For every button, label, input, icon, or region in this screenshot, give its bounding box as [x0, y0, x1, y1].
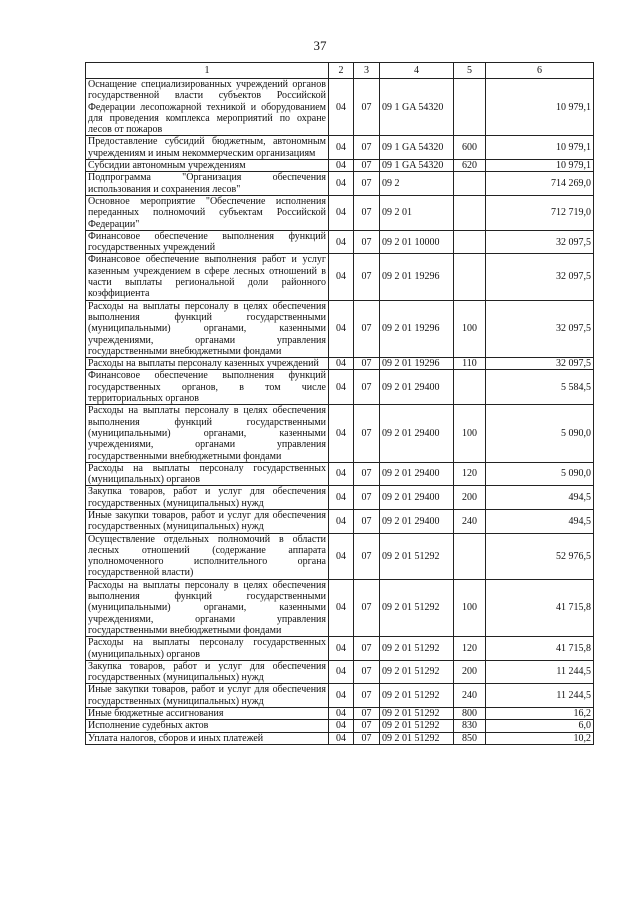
table-row — [86, 172, 594, 196]
column-header: 2 — [329, 63, 354, 79]
table-row — [86, 230, 594, 254]
section-cell: 04 — [329, 462, 354, 486]
target-code-cell: 09 2 01 10000 — [380, 230, 454, 254]
amount-cell: 32 097,5 — [486, 230, 594, 254]
expense-type-cell: 100 — [454, 579, 486, 636]
table-row — [86, 579, 594, 636]
target-code-cell: 09 2 01 51292 — [380, 660, 454, 684]
amount-cell: 10,2 — [486, 732, 594, 744]
table-row — [86, 160, 594, 172]
table-row — [86, 684, 594, 708]
target-code-cell: 09 2 01 51292 — [380, 684, 454, 708]
column-header: 6 — [486, 63, 594, 79]
amount-cell: 11 244,5 — [486, 660, 594, 684]
subsection-cell: 07 — [354, 509, 380, 533]
table-row — [86, 79, 594, 136]
expense-type-cell: 600 — [454, 136, 486, 160]
target-code-cell: 09 1 GA 54320 — [380, 160, 454, 172]
amount-cell: 41 715,8 — [486, 637, 594, 661]
amount-cell: 5 090,0 — [486, 462, 594, 486]
amount-cell: 714 269,0 — [486, 172, 594, 196]
table-row — [86, 358, 594, 370]
row-name-cell: Предоставление субсидий бюджетным, автономным учреждениям и иным некоммерческим организациям — [86, 136, 329, 160]
target-code-cell: 09 1 GA 54320 — [380, 136, 454, 160]
target-code-cell: 09 1 GA 54320 — [380, 79, 454, 136]
section-cell: 04 — [329, 720, 354, 732]
target-code-cell: 09 2 01 51292 — [380, 732, 454, 744]
row-name-cell: Иные закупки товаров, работ и услуг для обеспечения государственных (муниципальных) нужд — [86, 509, 329, 533]
expense-type-cell — [454, 230, 486, 254]
expense-type-cell: 120 — [454, 637, 486, 661]
row-name-cell: Закупка товаров, работ и услуг для обеспечения государственных (муниципальных) нужд — [86, 486, 329, 510]
subsection-cell: 07 — [354, 486, 380, 510]
row-name-cell: Основное мероприятие "Обеспечение исполнения переданных полномочий субъектам Российской Федерации" — [86, 195, 329, 230]
section-cell: 04 — [329, 684, 354, 708]
subsection-cell: 07 — [354, 160, 380, 172]
section-cell: 04 — [329, 533, 354, 579]
expense-type-cell — [454, 172, 486, 196]
target-code-cell: 09 2 01 29400 — [380, 370, 454, 405]
subsection-cell: 07 — [354, 732, 380, 744]
row-name-cell: Уплата налогов, сборов и иных платежей — [86, 732, 329, 744]
expense-type-cell — [454, 370, 486, 405]
expense-type-cell: 120 — [454, 462, 486, 486]
table-row — [86, 300, 594, 357]
amount-cell: 52 976,5 — [486, 533, 594, 579]
subsection-cell: 07 — [354, 79, 380, 136]
expense-type-cell — [454, 254, 486, 300]
subsection-cell: 07 — [354, 254, 380, 300]
row-name-cell: Субсидии автономным учреждениям — [86, 160, 329, 172]
table-row — [86, 254, 594, 300]
subsection-cell: 07 — [354, 708, 380, 720]
amount-cell: 10 979,1 — [486, 136, 594, 160]
amount-cell: 5 090,0 — [486, 405, 594, 462]
row-name-cell: Финансовое обеспечение выполнения работ и услуг казенным учреждением в сфере лесных отношений в части выплаты региональной доли районного коэффициента — [86, 254, 329, 300]
section-cell: 04 — [329, 79, 354, 136]
column-header: 3 — [354, 63, 380, 79]
target-code-cell: 09 2 — [380, 172, 454, 196]
expense-type-cell: 240 — [454, 684, 486, 708]
section-cell: 04 — [329, 136, 354, 160]
expense-type-cell: 800 — [454, 708, 486, 720]
subsection-cell: 07 — [354, 720, 380, 732]
row-name-cell: Расходы на выплаты персоналу в целях обеспечения выполнения функций государственными (муниципальными) органами, казенными учреждениями, органами управления государственными внебюджетными фондами — [86, 405, 329, 462]
amount-cell: 494,5 — [486, 486, 594, 510]
target-code-cell: 09 2 01 19296 — [380, 254, 454, 300]
amount-cell: 16,2 — [486, 708, 594, 720]
row-name-cell: Закупка товаров, работ и услуг для обеспечения государственных (муниципальных) нужд — [86, 660, 329, 684]
expense-type-cell: 100 — [454, 300, 486, 357]
table-row — [86, 660, 594, 684]
row-name-cell: Иные бюджетные ассигнования — [86, 708, 329, 720]
subsection-cell: 07 — [354, 195, 380, 230]
subsection-cell: 07 — [354, 637, 380, 661]
row-name-cell: Расходы на выплаты персоналу государственных (муниципальных) органов — [86, 462, 329, 486]
amount-cell: 10 979,1 — [486, 160, 594, 172]
amount-cell: 712 719,0 — [486, 195, 594, 230]
subsection-cell: 07 — [354, 684, 380, 708]
row-name-cell: Финансовое обеспечение выполнения функций государственных учреждений — [86, 230, 329, 254]
target-code-cell: 09 2 01 51292 — [380, 720, 454, 732]
section-cell: 04 — [329, 732, 354, 744]
subsection-cell: 07 — [354, 136, 380, 160]
expense-type-cell — [454, 533, 486, 579]
section-cell: 04 — [329, 160, 354, 172]
row-name-cell: Осуществление отдельных полномочий в области лесных отношений (содержание аппарата уполномоченного исполнительного органа государственной власти) — [86, 533, 329, 579]
target-code-cell: 09 2 01 51292 — [380, 637, 454, 661]
subsection-cell: 07 — [354, 358, 380, 370]
row-name-cell: Оснащение специализированных учреждений органов государственной власти субъектов Российской Федерации лесопожарной техникой и оборудованием для проведения комплекса мероприятий по охране лесов от пожаров — [86, 79, 329, 136]
expense-type-cell — [454, 195, 486, 230]
section-cell: 04 — [329, 230, 354, 254]
page-number: 37 — [313, 38, 327, 53]
row-name-cell: Расходы на выплаты персоналу в целях обеспечения выполнения функций государственными (муниципальными) органами, казенными учреждениями, органами управления государственными внебюджетными фондами — [86, 300, 329, 357]
table-row — [86, 195, 594, 230]
table-row — [86, 708, 594, 720]
subsection-cell: 07 — [354, 579, 380, 636]
expense-type-cell: 200 — [454, 660, 486, 684]
column-header: 1 — [86, 63, 329, 79]
target-code-cell: 09 2 01 — [380, 195, 454, 230]
section-cell: 04 — [329, 486, 354, 510]
target-code-cell: 09 2 01 51292 — [380, 708, 454, 720]
column-header: 4 — [380, 63, 454, 79]
expense-type-cell: 200 — [454, 486, 486, 510]
table-row — [86, 509, 594, 533]
section-cell: 04 — [329, 708, 354, 720]
section-cell: 04 — [329, 172, 354, 196]
expense-type-cell: 850 — [454, 732, 486, 744]
column-header: 5 — [454, 63, 486, 79]
row-name-cell: Расходы на выплаты персоналу в целях обеспечения выполнения функций государственными (муниципальными) органами, казенными учреждениями, органами управления государственными внебюджетными фондами — [86, 579, 329, 636]
section-cell: 04 — [329, 660, 354, 684]
amount-cell: 32 097,5 — [486, 300, 594, 357]
row-name-cell: Иные закупки товаров, работ и услуг для обеспечения государственных (муниципальных) нужд — [86, 684, 329, 708]
section-cell: 04 — [329, 254, 354, 300]
subsection-cell: 07 — [354, 172, 380, 196]
budget-table — [85, 62, 594, 745]
target-code-cell: 09 2 01 19296 — [380, 300, 454, 357]
subsection-cell: 07 — [354, 533, 380, 579]
expense-type-cell: 100 — [454, 405, 486, 462]
amount-cell: 6,0 — [486, 720, 594, 732]
target-code-cell: 09 2 01 51292 — [380, 579, 454, 636]
table-row — [86, 486, 594, 510]
subsection-cell: 07 — [354, 370, 380, 405]
target-code-cell: 09 2 01 29400 — [380, 405, 454, 462]
row-name-cell: Исполнение судебных актов — [86, 720, 329, 732]
table-row — [86, 732, 594, 744]
amount-cell: 32 097,5 — [486, 358, 594, 370]
expense-type-cell: 240 — [454, 509, 486, 533]
amount-cell: 32 097,5 — [486, 254, 594, 300]
subsection-cell: 07 — [354, 405, 380, 462]
expense-type-cell: 830 — [454, 720, 486, 732]
amount-cell: 10 979,1 — [486, 79, 594, 136]
row-name-cell: Финансовое обеспечение выполнения функций государственных органов, в том числе территориальных органов — [86, 370, 329, 405]
section-cell: 04 — [329, 300, 354, 357]
row-name-cell: Расходы на выплаты персоналу казенных учреждений — [86, 358, 329, 370]
section-cell: 04 — [329, 405, 354, 462]
subsection-cell: 07 — [354, 230, 380, 254]
table-row — [86, 405, 594, 462]
subsection-cell: 07 — [354, 462, 380, 486]
section-cell: 04 — [329, 358, 354, 370]
table-row — [86, 720, 594, 732]
table-row — [86, 136, 594, 160]
section-cell: 04 — [329, 195, 354, 230]
expense-type-cell — [454, 79, 486, 136]
section-cell: 04 — [329, 637, 354, 661]
target-code-cell: 09 2 01 29400 — [380, 462, 454, 486]
table-row — [86, 637, 594, 661]
table-row — [86, 462, 594, 486]
section-cell: 04 — [329, 579, 354, 636]
amount-cell: 494,5 — [486, 509, 594, 533]
target-code-cell: 09 2 01 29400 — [380, 509, 454, 533]
table-row — [86, 370, 594, 405]
header-row — [86, 63, 594, 79]
amount-cell: 11 244,5 — [486, 684, 594, 708]
row-name-cell: Подпрограмма "Организация обеспечения использования и сохранения лесов" — [86, 172, 329, 196]
row-name-cell: Расходы на выплаты персоналу государственных (муниципальных) органов — [86, 637, 329, 661]
amount-cell: 41 715,8 — [486, 579, 594, 636]
target-code-cell: 09 2 01 51292 — [380, 533, 454, 579]
amount-cell: 5 584,5 — [486, 370, 594, 405]
subsection-cell: 07 — [354, 660, 380, 684]
table-row — [86, 533, 594, 579]
target-code-cell: 09 2 01 29400 — [380, 486, 454, 510]
subsection-cell: 07 — [354, 300, 380, 357]
expense-type-cell: 620 — [454, 160, 486, 172]
target-code-cell: 09 2 01 19296 — [380, 358, 454, 370]
section-cell: 04 — [329, 509, 354, 533]
section-cell: 04 — [329, 370, 354, 405]
expense-type-cell: 110 — [454, 358, 486, 370]
